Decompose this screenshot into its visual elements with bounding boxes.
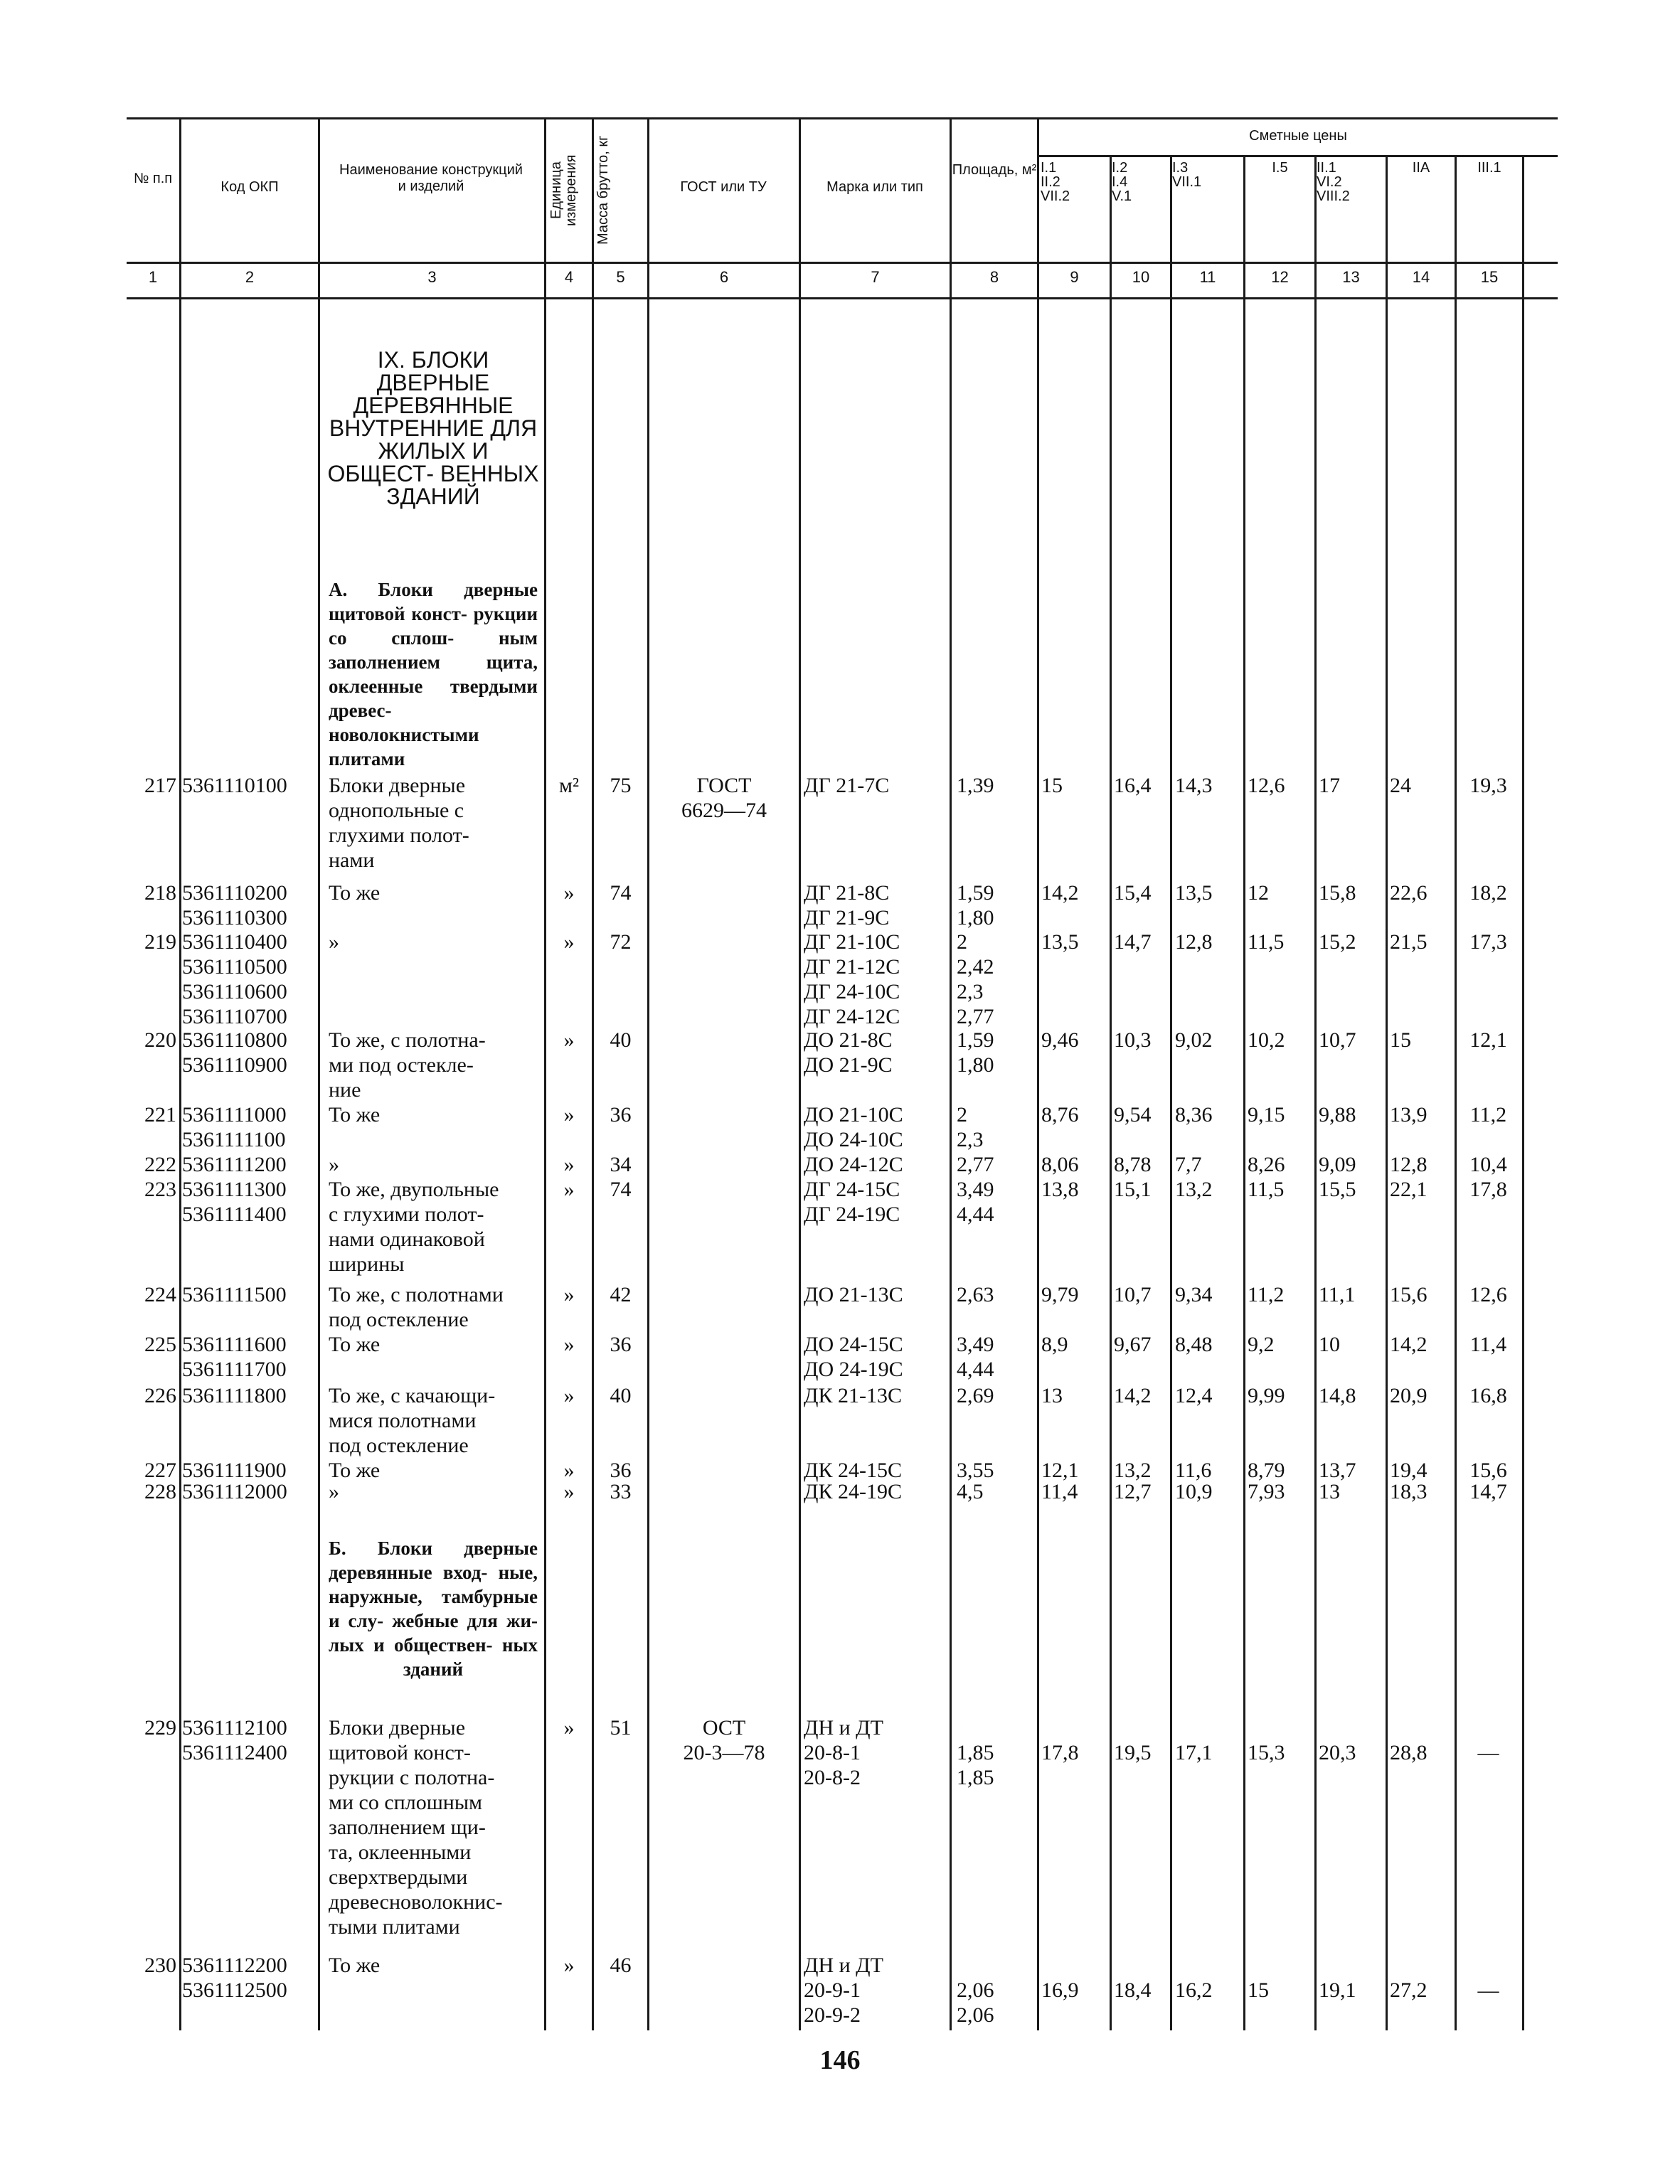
price-zone-5: 15,5 (1319, 1178, 1356, 1201)
price-zone-5: 10,7 (1319, 1028, 1356, 1052)
item-name: Блоки дверные однопольные с глухими полот- нами (329, 774, 469, 872)
zones-rule (1037, 155, 1558, 157)
price-zone-4: 8,26 (1248, 1153, 1285, 1176)
item-name: » (329, 930, 339, 954)
area: 2,69 (957, 1384, 994, 1407)
price-zone-4: 11,5 (1248, 1178, 1285, 1201)
mass: 51 (610, 1716, 632, 1740)
unit: » (563, 1028, 575, 1052)
unit: » (563, 1103, 575, 1126)
mass: 42 (610, 1283, 632, 1306)
mass: 74 (610, 881, 632, 905)
okp-code: 5361112100 5361112400 (182, 1716, 287, 1764)
price-zone-2: 10,3 (1114, 1028, 1152, 1052)
price-zone-5: 17 (1319, 774, 1340, 797)
mark: ДО 21-8С ДО 21-9С (804, 1028, 893, 1077)
price-zone-5: 19,1 (1319, 1978, 1356, 2002)
price-zone-3: 8,36 (1175, 1103, 1213, 1126)
price-zone-4: 12,6 (1248, 774, 1285, 797)
price-zone-2: 10,7 (1114, 1283, 1152, 1306)
okp-code: 5361112200 5361112500 (182, 1954, 287, 2002)
mass: 40 (610, 1384, 632, 1407)
okp-code: 5361110200 5361110300 (182, 881, 287, 929)
area: 1,59 1,80 (957, 1028, 994, 1077)
column-number-14: 14 (1412, 268, 1430, 286)
price-zone-4: 8,79 (1248, 1459, 1285, 1482)
row-number: 226 (144, 1384, 176, 1407)
row-number: 217 (144, 774, 176, 797)
unit: » (563, 1954, 575, 1977)
header-okp-code: Код ОКП (220, 179, 279, 195)
price-zone-3: 13,2 (1175, 1178, 1213, 1201)
price-zone-2: 8,78 (1114, 1153, 1152, 1176)
mass: 36 (610, 1103, 632, 1126)
item-name: То же, с полотнами под остекление (329, 1283, 504, 1331)
header-bottom-rule (127, 262, 1558, 264)
area: 2,63 (957, 1283, 994, 1306)
column-number-5: 5 (616, 268, 625, 286)
mark: ДН и ДТ 20-8-1 20-8-2 (804, 1716, 883, 1789)
okp-code: 5361111800 (182, 1384, 287, 1407)
column-number-15: 15 (1480, 268, 1499, 286)
price-zone-5: 20,3 (1319, 1741, 1356, 1764)
price-zone-6: 15,6 (1390, 1283, 1428, 1306)
mark: ДО 21-13С (804, 1283, 903, 1306)
price-zone-6: 27,2 (1390, 1978, 1428, 2002)
column-number-1: 1 (148, 268, 158, 286)
zone-header-6: IIA (1412, 160, 1430, 176)
item-name: То же, с полотна- ми под остекле- ние (329, 1028, 486, 1102)
mark: ДГ 24-15С ДГ 24-19С (804, 1178, 900, 1226)
price-zone-2: 15,4 (1114, 881, 1152, 905)
mark: ДГ 21-7С (804, 774, 890, 797)
price-zone-5: 14,8 (1319, 1384, 1356, 1407)
section-title: IX. БЛОКИ ДВЕРНЫЕ ДЕРЕВЯННЫЕ ВНУТРЕННИЕ ДЛЯ ЖИЛЫХ И ОБЩЕСТ- ВЕННЫХ ЗДАНИЙ (327, 347, 539, 509)
mark: ДО 21-10С ДО 24-10С (804, 1103, 903, 1151)
price-zone-3: 7,7 (1175, 1153, 1202, 1176)
price-zone-2: 16,4 (1114, 774, 1152, 797)
price-zone-4: 9,15 (1248, 1103, 1285, 1126)
okp-code: 5361110400 5361110500 5361110600 5361110700 (182, 930, 287, 1028)
price-zone-5: 9,88 (1319, 1103, 1356, 1126)
price-zone-1: 9,79 (1041, 1283, 1079, 1306)
unit: » (563, 1333, 575, 1356)
mass: 74 (610, 1178, 632, 1201)
col-line-3 (544, 117, 546, 2030)
price-zone-1: 8,06 (1041, 1153, 1079, 1176)
col-line-8 (1037, 117, 1039, 2030)
okp-code: 5361111500 (182, 1283, 287, 1306)
col-line-4 (592, 117, 594, 2030)
header-name: Наименование конструкций и изделий (339, 162, 523, 194)
row-number: 218 (144, 881, 176, 905)
mark: ДГ 21-8С ДГ 21-9С (804, 881, 890, 929)
col-line-1 (179, 117, 181, 2030)
mark: ДК 21-13С (804, 1384, 902, 1407)
row-number: 227 (144, 1459, 176, 1482)
item-name: То же (329, 1103, 381, 1126)
price-zone-4: 9,2 (1248, 1333, 1275, 1356)
price-zone-2: 14,2 (1114, 1384, 1152, 1407)
price-zone-2: 9,54 (1114, 1103, 1152, 1126)
row-number: 230 (144, 1954, 176, 1977)
unit: м² (559, 774, 579, 797)
price-zone-3: 12,4 (1175, 1384, 1213, 1407)
mark: ДН и ДТ 20-9-1 20-9-2 (804, 1954, 883, 2027)
price-zone-7: 17,8 (1469, 1178, 1507, 1201)
col-line-13 (1386, 155, 1388, 2030)
okp-code: 5361110800 5361110900 (182, 1028, 287, 1077)
price-zone-6: 20,9 (1390, 1384, 1428, 1407)
unit: » (563, 1459, 575, 1482)
row-number: 225 (144, 1333, 176, 1356)
price-zone-7: 11,4 (1469, 1333, 1507, 1356)
mark: ДО 24-12С (804, 1153, 903, 1176)
price-zone-4: 12 (1248, 881, 1269, 905)
price-zone-6: 19,4 (1390, 1459, 1428, 1482)
price-zone-5: 10 (1319, 1333, 1340, 1356)
price-zone-7: — (1477, 1741, 1499, 1764)
column-number-11: 11 (1199, 268, 1216, 286)
unit: » (563, 1153, 575, 1176)
price-zone-5: 15,8 (1319, 881, 1356, 905)
price-zone-2: 14,7 (1114, 930, 1152, 954)
page-number: 146 (819, 2045, 861, 2075)
price-zone-4: 15,3 (1248, 1741, 1285, 1764)
okp-code: 5361111600 5361111700 (182, 1333, 287, 1381)
price-zone-1: 17,8 (1041, 1741, 1079, 1764)
item-name: То же, с качающи- мися полотнами под остекление (329, 1384, 496, 1457)
col-line-14 (1455, 155, 1457, 2030)
col-line-9 (1110, 155, 1112, 2030)
column-number-9: 9 (1070, 268, 1079, 286)
item-name: То же (329, 1333, 381, 1356)
area: 3,49 4,44 (957, 1178, 994, 1226)
price-zone-6: 13,9 (1390, 1103, 1428, 1126)
header-area: Площадь, м² (952, 162, 1037, 178)
header-gost: ГОСТ или ТУ (680, 179, 767, 195)
unit: » (563, 1283, 575, 1306)
price-zone-7: 14,7 (1469, 1480, 1507, 1503)
price-zone-2: 19,5 (1114, 1741, 1152, 1764)
price-zone-1: 9,46 (1041, 1028, 1079, 1052)
column-number-7: 7 (871, 268, 880, 286)
zone-header-2: I.2 I.4 V.1 (1112, 160, 1132, 204)
col-line-7 (950, 117, 952, 2030)
price-zone-7: 10,4 (1469, 1153, 1507, 1176)
price-zone-5: 15,2 (1319, 930, 1356, 954)
row-number: 224 (144, 1283, 176, 1306)
price-zone-1: 13,5 (1041, 930, 1079, 954)
price-zone-6: 22,1 (1390, 1178, 1428, 1201)
price-zone-2: 13,2 (1114, 1459, 1152, 1482)
price-zone-6: 21,5 (1390, 930, 1428, 954)
header-no: № п.п (133, 171, 173, 186)
item-name: Блоки дверные щитовой конст- рукции с полотна- ми со сплошным заполнением щи- та, оклеенными сверхтвердыми древесноволокнис- тыми плитами (329, 1716, 503, 1939)
price-zone-3: 13,5 (1175, 881, 1213, 905)
price-zone-3: 12,8 (1175, 930, 1213, 954)
mark: ДО 24-15С ДО 24-19С (804, 1333, 903, 1381)
price-zone-4: 7,93 (1248, 1480, 1285, 1503)
price-zone-3: 10,9 (1175, 1480, 1213, 1503)
row-number: 222 (144, 1153, 176, 1176)
price-zone-5: 13,7 (1319, 1459, 1356, 1482)
price-zone-7: — (1477, 1978, 1499, 2002)
column-number-10: 10 (1132, 268, 1150, 286)
unit: » (563, 1716, 575, 1740)
unit: » (563, 1384, 575, 1407)
area: 3,55 (957, 1459, 994, 1482)
mass: 34 (610, 1153, 632, 1176)
price-zone-2: 15,1 (1114, 1178, 1152, 1201)
okp-code: 5361110100 (182, 774, 287, 797)
header-estimated-prices: Сметные цены (1249, 128, 1347, 144)
col-line-2 (318, 117, 320, 2030)
price-zone-3: 9,34 (1175, 1283, 1213, 1306)
price-zone-1: 16,9 (1041, 1978, 1079, 2002)
price-zone-5: 9,09 (1319, 1153, 1356, 1176)
mass: 72 (610, 930, 632, 954)
header-mark: Марка или тип (826, 179, 923, 195)
area: 3,49 4,44 (957, 1333, 994, 1381)
col-line-12 (1314, 155, 1317, 2030)
area: 4,5 (957, 1480, 984, 1503)
price-zone-6: 15 (1390, 1028, 1411, 1052)
col-line-15 (1522, 155, 1524, 2030)
column-number-2: 2 (245, 268, 255, 286)
price-zone-6: 18,3 (1390, 1480, 1428, 1503)
mark: ДК 24-15С (804, 1459, 902, 1482)
gost: ОСТ 20-3—78 (683, 1716, 765, 1764)
area: 1,59 1,80 (957, 881, 994, 929)
item-name: То же (329, 881, 381, 905)
mass: 33 (610, 1480, 632, 1503)
item-name: » (329, 1480, 339, 1503)
price-zone-1: 13,8 (1041, 1178, 1079, 1201)
area: 2,77 (957, 1153, 994, 1176)
price-zone-1: 8,9 (1041, 1333, 1068, 1356)
price-zone-3: 8,48 (1175, 1333, 1213, 1356)
area: 1,85 1,85 (957, 1741, 994, 1789)
okp-code: 5361111300 5361111400 (182, 1178, 287, 1226)
row-number: 228 (144, 1480, 176, 1503)
col-line-10 (1170, 155, 1172, 2030)
price-zone-7: 19,3 (1469, 774, 1507, 797)
subsection-a-title: А. Блоки дверные щитовой конст- рукции со сплош- ным заполнением щита, оклеенные твердыми древес- новолокнистыми плитами (329, 579, 538, 769)
item-name: То же, двупольные с глухими полот- нами одинаковой ширины (329, 1178, 499, 1276)
price-zone-3: 16,2 (1175, 1978, 1213, 2002)
price-zone-1: 14,2 (1041, 881, 1079, 905)
area: 2 2,42 2,3 2,77 (957, 930, 994, 1028)
item-name: То же (329, 1459, 381, 1482)
numbers-bottom-rule (127, 297, 1558, 299)
okp-code: 5361112000 (182, 1480, 287, 1503)
mark: ДК 24-19С (804, 1480, 902, 1503)
price-zone-4: 11,2 (1248, 1283, 1285, 1306)
price-zone-3: 9,02 (1175, 1028, 1213, 1052)
price-zone-7: 16,8 (1469, 1384, 1507, 1407)
unit: » (563, 1480, 575, 1503)
price-zone-6: 28,8 (1390, 1741, 1428, 1764)
mass: 46 (610, 1954, 632, 1977)
mass: 36 (610, 1459, 632, 1482)
okp-code: 5361111200 (182, 1153, 287, 1176)
price-zone-5: 11,1 (1319, 1283, 1356, 1306)
area: 1,39 (957, 774, 994, 797)
row-number: 223 (144, 1178, 176, 1201)
price-zone-7: 15,6 (1469, 1459, 1507, 1482)
item-name: » (329, 1153, 339, 1176)
zone-header-3: I.3 VII.1 (1172, 160, 1202, 190)
column-number-13: 13 (1342, 268, 1360, 286)
mass: 40 (610, 1028, 632, 1052)
row-number: 229 (144, 1716, 176, 1740)
mass: 36 (610, 1333, 632, 1356)
zone-header-7: III.1 (1477, 160, 1501, 176)
price-zone-1: 8,76 (1041, 1103, 1079, 1126)
header-mass: Масса брутто, кг (595, 135, 611, 245)
unit: » (563, 881, 575, 905)
price-zone-7: 12,1 (1469, 1028, 1507, 1052)
price-zone-4: 9,99 (1248, 1384, 1285, 1407)
price-zone-6: 14,2 (1390, 1333, 1428, 1356)
item-name: То же (329, 1954, 381, 1977)
area: 2 2,3 (957, 1103, 984, 1151)
zone-header-4: I.5 (1272, 160, 1288, 176)
price-zone-7: 18,2 (1469, 881, 1507, 905)
col-line-11 (1243, 155, 1245, 2030)
column-number-6: 6 (719, 268, 729, 286)
price-zone-5: 13 (1319, 1480, 1340, 1503)
row-number: 221 (144, 1103, 176, 1126)
price-zone-7: 11,2 (1469, 1103, 1507, 1126)
zone-header-1: I.1 II.2 VII.2 (1041, 160, 1070, 204)
okp-code: 5361111000 5361111100 (182, 1103, 287, 1151)
price-zone-2: 12,7 (1114, 1480, 1152, 1503)
mark: ДГ 21-10С ДГ 21-12С ДГ 24-10С ДГ 24-12С (804, 930, 900, 1028)
top-rule (127, 117, 1558, 119)
price-zone-4: 10,2 (1248, 1028, 1285, 1052)
col-line-6 (799, 117, 801, 2030)
area: 2,06 2,06 (957, 1978, 994, 2027)
column-number-4: 4 (564, 268, 574, 286)
price-zone-2: 18,4 (1114, 1978, 1152, 2002)
okp-code: 5361111900 (182, 1459, 287, 1482)
row-number: 220 (144, 1028, 176, 1052)
column-number-12: 12 (1271, 268, 1289, 286)
price-zone-6: 12,8 (1390, 1153, 1428, 1176)
price-zone-1: 13 (1041, 1384, 1063, 1407)
price-zone-3: 17,1 (1175, 1741, 1213, 1764)
gost: ГОСТ 6629—74 (681, 774, 767, 822)
price-zone-4: 11,5 (1248, 930, 1285, 954)
column-number-8: 8 (989, 268, 999, 286)
price-zone-1: 15 (1041, 774, 1063, 797)
price-zone-4: 15 (1248, 1978, 1269, 2002)
price-zone-2: 9,67 (1114, 1333, 1152, 1356)
price-zone-3: 14,3 (1175, 774, 1213, 797)
price-zone-7: 17,3 (1469, 930, 1507, 954)
row-number: 219 (144, 930, 176, 954)
price-zone-1: 11,4 (1041, 1480, 1078, 1503)
zone-header-5: II.1 VI.2 VIII.2 (1317, 160, 1350, 204)
price-zone-6: 24 (1390, 774, 1411, 797)
unit: » (563, 1178, 575, 1201)
price-zone-1: 12,1 (1041, 1459, 1079, 1482)
price-zone-7: 12,6 (1469, 1283, 1507, 1306)
mass: 75 (610, 774, 632, 797)
unit: » (563, 930, 575, 954)
price-zone-6: 22,6 (1390, 881, 1428, 905)
price-zone-3: 11,6 (1175, 1459, 1212, 1482)
column-number-3: 3 (427, 268, 437, 286)
header-unit: Единица измерения (548, 154, 579, 226)
subsection-b-title: Б. Блоки дверные деревянные вход- ные, наружные, тамбурные и слу- жебные для жи- лых и обществен- ных зданий (329, 1538, 538, 1680)
